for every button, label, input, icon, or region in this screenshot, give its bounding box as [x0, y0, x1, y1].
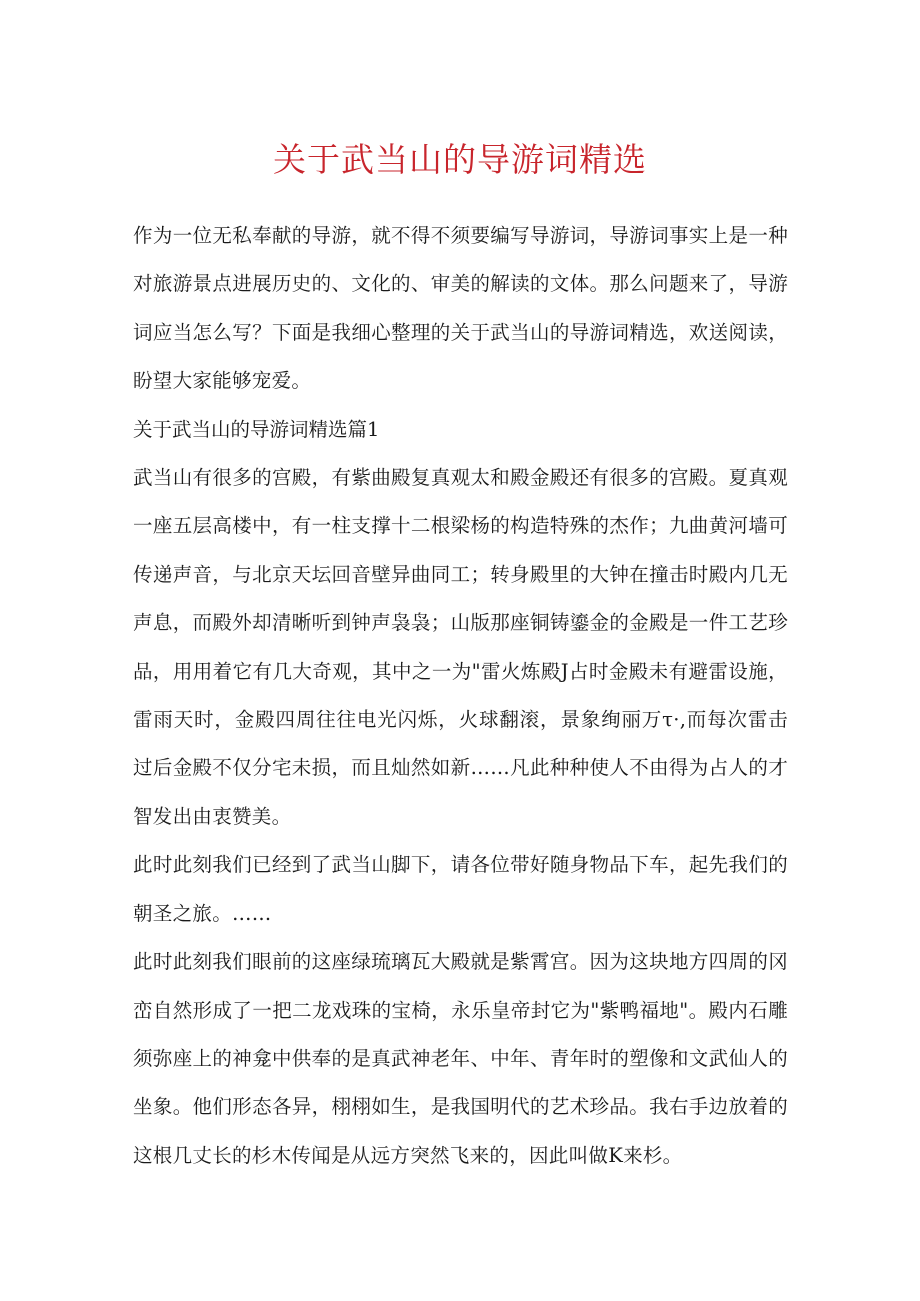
paragraph-palaces: 武当山有很多的宫殿，有紫曲殿复真观太和殿金殿还有很多的宫殿。夏真观一座五层高楼中，有一柱支撑十二根梁杨的构造特殊的杰作；九曲黄河墙可传递声音，与北京天坛回音壁异曲同工；转身殿里的大钟在撞击时殿内几无声息，而殿外却清晰听到钟声袅袅；山版那座铜铸鎏金的金殿是一件工艺珍品，用用着它有几大奇观，其中之一为"雷火炼殿J占时金殿未有避雷设施，雷雨天时，金殿四周往往电光闪烁，火球翻滚，景象绚丽万τ·,而每次雷击过后金殿不仅分宅未损，而且灿然如新……凡此种种使人不由得为占人的才智发出由衷赞美。	[133, 466, 788, 828]
document-title: 关于武当山的导游词精选	[273, 140, 647, 179]
document-body	[133, 212, 788, 1180]
section-heading: 关于武当山的导游词精选篇1	[133, 417, 380, 441]
intro-paragraph: 作为一位无私奉献的导游，就不得不须要编写导游词，导游词事实上是一种对旅游景点进展历史的、文化的、审美的解读的文体。那么问题来了，导游词应当怎么写？下面是我细心整理的关于武当山的导游词精选，欢送阅读，盼望大家能够宠爱。	[133, 224, 788, 393]
paragraph-arrival: 此时此刻我们已经到了武当山脚下，请各位带好随身物品下车，起先我们的朝圣之旅。……	[133, 853, 788, 925]
paragraph-zixiao-palace: 此时此刻我们眼前的这座绿琉璃瓦大殿就是紫霄宫。因为这块地方四周的冈峦自然形成了一把二龙戏珠的宝椅，永乐皇帝封它为"紫鸭福地"。殿内石雕须弥座上的神龛中供奉的是真武神老年、中年、青年时的塑像和文武仙人的坐象。他们形态各异，栩栩如生，是我国明代的艺术珍品。我右手边放着的这根几丈长的杉木传闻是从远方突然飞来的，因此叫做K来杉。	[133, 950, 788, 1167]
